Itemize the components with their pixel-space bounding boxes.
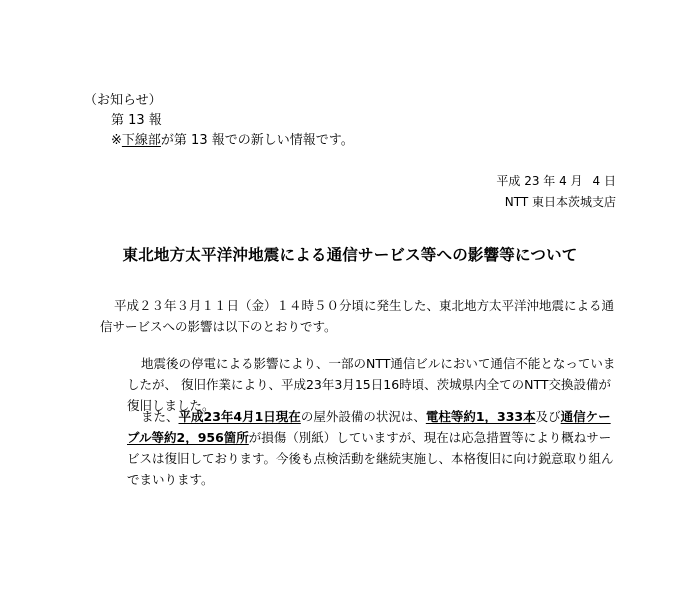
- p3-highlight-date: 平成23年4月1日現在: [178, 409, 301, 424]
- p3-text-2: の屋外設備の状況は、: [300, 409, 426, 424]
- note-prefix: ※: [111, 133, 122, 148]
- p3-text-1: また、: [141, 409, 179, 424]
- recovery-paragraph: 地震後の停電による影響により、一部のNTT通信ビルにおいて通信不能となっていましたが、 復旧作業により、平成23年3月15日16時頃、茨城県内全てのNTT交換設備が復旧しました。: [127, 356, 616, 413]
- p3-highlight-poles: 電柱等約1，333本: [425, 409, 536, 424]
- issue-date-month: 平成 23 年 4 月: [496, 174, 583, 188]
- notice-label: （お知らせ）: [84, 93, 162, 108]
- p3-text-4: が損傷（別紙）していますが、現在は応急措置等により概ねサービスは復旧しております。今後も点検活動を継続実施し、本格復旧に向け鋭意取り組んでまいります。: [127, 430, 614, 487]
- issue-date-day: 4 日: [592, 174, 616, 188]
- p3-highlight-cables: 通信ケーブル等約2，956箇所: [127, 409, 611, 445]
- note-underlined: 下線部: [121, 133, 161, 148]
- issue-date: [496, 172, 616, 189]
- facility-status-paragraph: [127, 406, 621, 490]
- report-number: 第 13 報: [111, 113, 162, 128]
- note-suffix: が第 13 報での新しい情報です。: [160, 133, 354, 148]
- issuer-branch: NTT 東日本茨城支店: [504, 195, 616, 209]
- document-title: 東北地方太平洋沖地震による通信サービス等への影響等について: [122, 246, 578, 264]
- p3-text-3: 及び: [535, 409, 561, 424]
- update-note: [111, 129, 354, 148]
- intro-paragraph: 平成２３年３月１１日（金）１４時５０分頃に発生した、東北地方太平洋沖地震による通信サービスへの影響は以下のとおりです。: [100, 298, 615, 334]
